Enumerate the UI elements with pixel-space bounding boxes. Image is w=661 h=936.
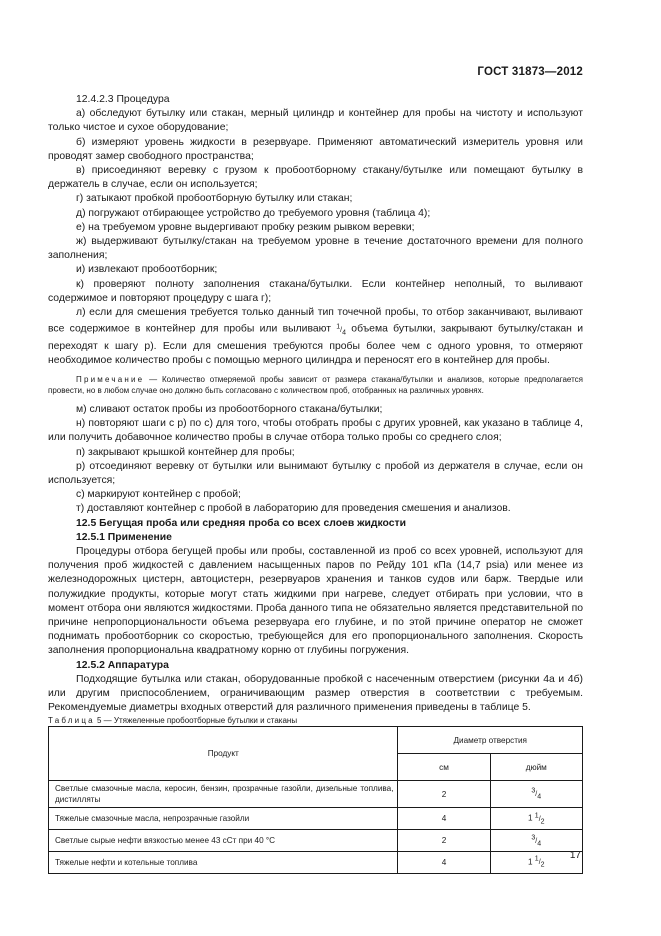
cm-cell: 2	[398, 781, 490, 808]
table-row	[49, 808, 583, 830]
inch-cell	[490, 808, 583, 830]
page-number: 17	[569, 850, 581, 861]
section-12-5-title: 12.5 Бегущая проба или средняя проба со всех слоев жидкости	[76, 517, 406, 529]
col-inch-header: дюйм	[490, 754, 583, 781]
step-e: е) на требуемом уровне выдергивают пробку резким рывком веревки;	[76, 221, 415, 233]
product-cell: Светлые смазочные масла, керосин, бензин, прозрачные газойли, дизельные топлива, дистилляты	[49, 781, 398, 808]
step-zh: ж) выдерживают бутылку/стакан на требуемом уровне в течение достаточного времени для полного заполнения;	[48, 236, 583, 262]
inch-denominator: 4	[537, 839, 542, 847]
fraction-quarter: $^1/_4$	[336, 323, 347, 336]
inch-fraction: $^3/_4$	[531, 834, 542, 847]
product-cell: Тяжелые нефти и котельные топлива	[49, 851, 398, 873]
page-content	[48, 93, 583, 874]
step-p: п) закрывают крышкой контейнер для пробы;	[76, 446, 295, 458]
table-5	[48, 726, 583, 873]
step-m: м) сливают остаток пробы из пробоотборного стакана/бутылки;	[76, 403, 383, 415]
step-a: а) обследуют бутылку или стакан, мерный цилиндр и контейнер для пробы на чистоту и используют только чистое и сухое оборудование;	[48, 108, 583, 134]
step-s: с) маркируют контейнер с пробой;	[76, 489, 241, 501]
section-12-5-2-title: 12.5.2 Аппаратура	[76, 659, 169, 671]
cm-cell: 2	[398, 830, 490, 852]
step-d: д) погружают отбирающее устройство до требуемого уровня (таблица 4);	[76, 207, 431, 219]
inch-fraction: $^1/_2$	[534, 855, 545, 869]
product-cell: Тяжелые смазочные масла, непрозрачные газойли	[49, 808, 398, 830]
table-row	[49, 781, 583, 808]
step-l-part2: объема бутылки, закрывают бутылку/стакан и переходят к шагу р). Если для смешения требуются пробы более чем с одного уровня, то отмеряют необходимое количество пробы с помощью мерного цилиндра и переносят его в контейнер для пробы.	[48, 323, 583, 367]
step-n: н) повторяют шаги с р) по с) для того, чтобы отобрать пробы с других уровней, как указано в таблице 4, или получить добавочное количество пробы в случае отбора только пробы со среднего слоя;	[48, 418, 583, 444]
cm-cell: 4	[398, 808, 490, 830]
inch-cell	[490, 851, 583, 873]
inch-denominator: 4	[537, 793, 542, 801]
step-l-part1: л) если для смешения требуется только данный тип точечной пробы, то отбор заканчивают, выливают все содержимое в контейнер для пробы или выливают	[48, 307, 583, 335]
inch-fraction: $^1/_2$	[534, 812, 545, 826]
note	[48, 374, 583, 396]
inch-whole: 1	[527, 857, 533, 867]
inch-numerator: 3	[531, 834, 536, 842]
inch-numerator: 1	[534, 855, 539, 863]
inch-cell	[490, 830, 583, 852]
step-k: к) проверяют полноту заполнения стакана/бутылки. Если контейнер неполный, то выливают содержимое и повторяют процедуру с шага г);	[48, 278, 583, 304]
document-header: ГОСТ 31873—2012	[477, 66, 583, 78]
section-12-5-2-text: Подходящие бутылка или стакан, оборудованные пробкой с насеченным отверстием (рисунки 4а и 4б) или другим приспособлением, ограничивающим размер отверстия в соответствии с требуемым. Рекомендуемые диаметры входных отверстий для различного применения приведены в таблице 5.	[48, 673, 583, 714]
inch-numerator: 1	[534, 812, 539, 820]
step-v: в) присоединяют веревку с грузом к пробоотборному стакану/бутылке или помещают бутылку в держатель в случае, если он используется;	[48, 165, 583, 191]
inch-whole: 1	[527, 813, 533, 823]
cm-cell: 4	[398, 851, 490, 873]
table-caption	[48, 715, 583, 726]
table-caption-text: 5 — Утяжеленные пробоотборные бутылки и стаканы	[94, 716, 298, 726]
step-l	[48, 306, 583, 369]
paragraph-12-4-2-3: 12.4.2.3 Процедура	[76, 94, 170, 105]
section-12-5-1-title: 12.5.1 Применение	[76, 531, 172, 543]
inch-numerator: 3	[531, 788, 536, 796]
col-product-header: Продукт	[49, 727, 398, 781]
col-diameter-header: Диаметр отверстия	[398, 727, 583, 754]
inch-denominator: 2	[540, 861, 545, 869]
inch-denominator: 2	[540, 818, 545, 826]
note-text: — Количество отмеряемой пробы зависит от размера стакана/бутылки и анализов, которые предполагается провести, но в любом случае оно должно быть согласовано с количеством проб, отобранных на различных уровнях.	[48, 374, 583, 395]
inch-fraction: $^3/_4$	[531, 788, 542, 801]
step-g: г) затыкают пробкой пробоотборную бутылку или стакан;	[76, 193, 353, 205]
note-label: Примечание	[76, 374, 145, 384]
table-row	[49, 851, 583, 873]
fraction-numerator: 1	[336, 323, 341, 331]
table-caption-label: Таблица	[48, 716, 95, 726]
step-r: р) отсоединяют веревку от бутылки или вынимают бутылку с пробой из держателя в случае, если он используется;	[48, 460, 583, 486]
step-i: и) извлекают пробоотборник;	[76, 264, 218, 276]
step-b: б) измеряют уровень жидкости в резервуаре. Применяют автоматический измеритель уровня или проводят замер свободного пространства;	[48, 136, 583, 162]
product-cell: Светлые сырые нефти вязкостью менее 43 сСт при 40 °С	[49, 830, 398, 852]
inch-cell	[490, 781, 583, 808]
step-t: т) доставляют контейнер с пробой в лабораторию для проведения смешения и анализов.	[76, 503, 511, 515]
fraction-denominator: 4	[342, 328, 347, 336]
table-row	[49, 830, 583, 852]
section-12-5-1-text: Процедуры отбора бегущей пробы или пробы, составленной из проб со всех уровней, используют для получения проб жидкостей с давлением насыщенных паров по Рейду 101 кПа (14,7 psia) или менее из железнодорожных цистерн, автоцистерн, резервуаров хранения и танков судов или барж. Твердые или полужидкие продукты, которые могут стать жидкими при нагреве, следует отбирать при условии, что в момент отбора они являются жидкостями. Проба данного типа не обязательно является представительной по причине непропорциональности объема резервуара его глубине, и по этой причине оператор не сможет поднимать пробоотборник со скоростью, требующейся для его пропорционального заполнения. Скорость заполнения пропорциональна квадратному корню от глубины погружения.	[48, 546, 583, 657]
col-cm-header: см	[398, 754, 490, 781]
